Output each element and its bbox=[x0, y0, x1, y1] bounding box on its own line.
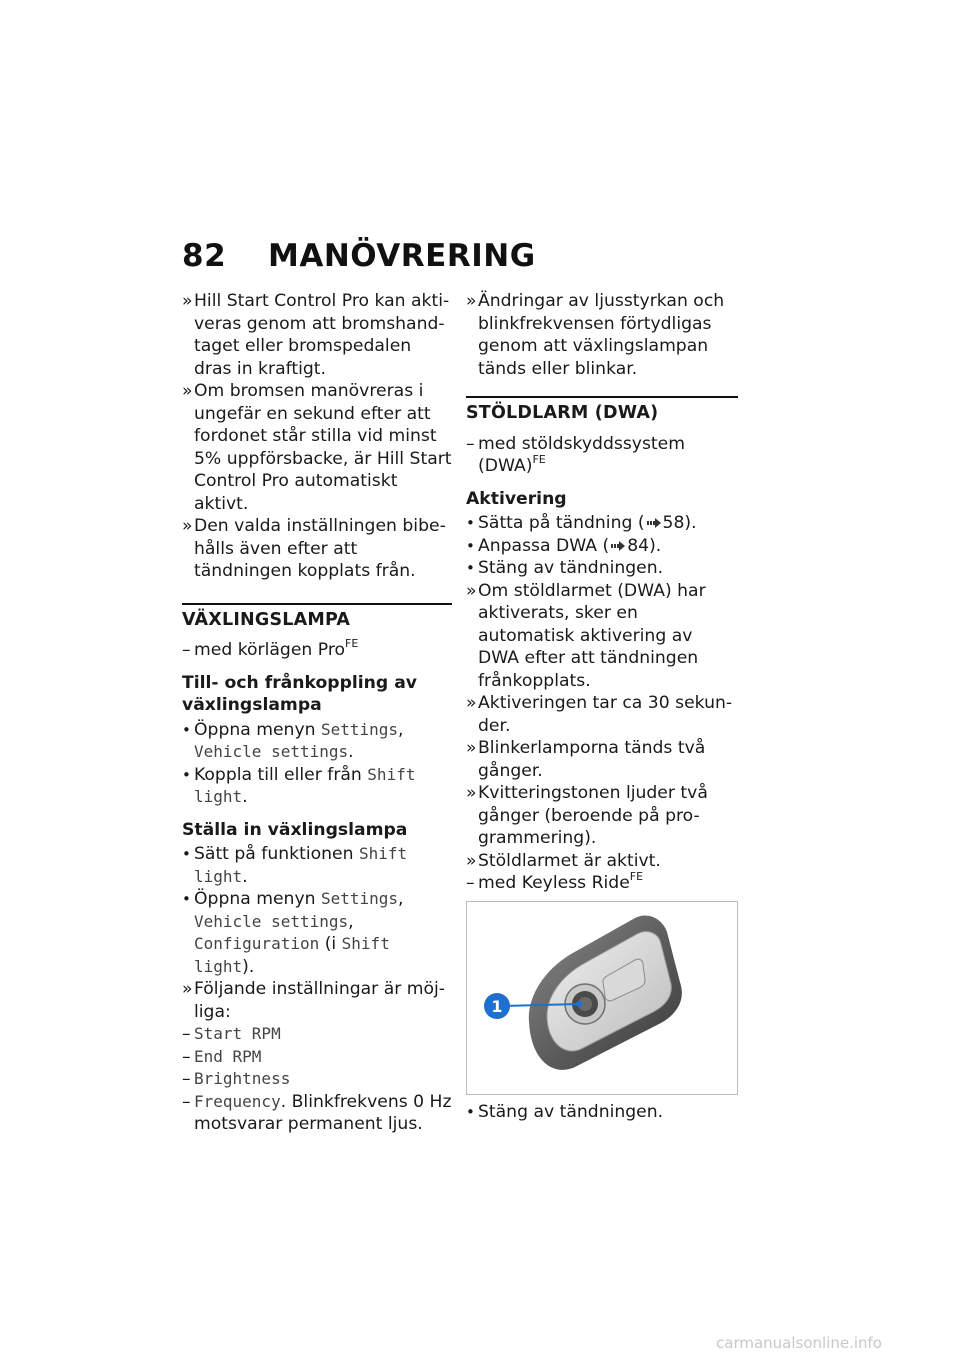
dot-bullet-icon: • bbox=[182, 765, 191, 784]
list-item: • Sätt på funktionen Shift light. bbox=[182, 844, 408, 887]
option-item: – Frequency. Blinkfrekvens 0 Hz motsvarar permanent ljus. bbox=[182, 1091, 452, 1134]
page-number: 82 bbox=[182, 238, 227, 274]
list-item: » Om bromsen manövreras i ungefär en sekund efter att fordonet står stilla vid minst 5% uppförsbacke, är Hill Start Control Pro automatiskt aktivt. bbox=[182, 381, 452, 514]
option-item: – Brightness bbox=[182, 1069, 291, 1089]
dash-bullet-icon: – bbox=[182, 1024, 191, 1044]
section-divider bbox=[466, 396, 738, 398]
list-item: » Blinkerlamporna tänds två gånger. bbox=[466, 738, 706, 781]
chevron-bullet-icon: » bbox=[466, 693, 477, 713]
list-item: » Om stöldlarmet (DWA) har aktiverats, sker en automatisk aktivering av DWA efter att tändningen frånkopplats. bbox=[466, 580, 706, 691]
arrow-right-icon bbox=[611, 540, 625, 552]
dot-bullet-icon: • bbox=[182, 845, 191, 863]
dash-bullet-icon: – bbox=[182, 1069, 191, 1089]
list-item: » Aktiveringen tar ca 30 sekun-der. bbox=[466, 693, 733, 736]
list-item: • Sätta på tändning ( 58). bbox=[466, 513, 697, 533]
dot-bullet-icon: • bbox=[466, 536, 475, 555]
dot-bullet-icon: • bbox=[466, 559, 475, 577]
list-item: » Kvitteringstonen ljuder två gånger (beroende på pro-grammering). bbox=[466, 783, 708, 848]
dot-bullet-icon: • bbox=[182, 720, 191, 739]
list-item: • Stäng av tändningen. bbox=[466, 558, 664, 578]
section-divider bbox=[182, 603, 452, 605]
key-fob-illustration bbox=[467, 902, 737, 1094]
subheading: Aktivering bbox=[466, 488, 567, 509]
equipment-note: – med körlägen Pro$^{FE}$ bbox=[182, 637, 359, 660]
section-title-stoldlarm: STÖLDLARM (DWA) bbox=[466, 403, 659, 423]
chevron-bullet-icon: » bbox=[466, 783, 477, 803]
dot-bullet-icon: • bbox=[466, 514, 475, 532]
dot-bullet-icon: • bbox=[182, 890, 191, 908]
chevron-bullet-icon: » bbox=[466, 850, 477, 871]
list-item: » Den valda inställningen bibe-hålls även efter att tändningen kopplats från. bbox=[182, 516, 446, 581]
equipment-note: – med Keyless Ride$^{FE}$ bbox=[466, 870, 644, 893]
figure-callout-1: 1 bbox=[491, 996, 503, 1016]
page-heading bbox=[182, 238, 536, 274]
dash-bullet-icon: – bbox=[466, 873, 475, 893]
page-title: MANÖVRERING bbox=[268, 238, 536, 274]
list-item: • Öppna menyn Settings, Vehicle settings, Configuration (i Shift light). bbox=[182, 889, 404, 977]
dash-bullet-icon: – bbox=[466, 433, 475, 454]
watermark: carmanualsonline.info bbox=[716, 1334, 882, 1352]
dash-bullet-icon: – bbox=[182, 640, 191, 660]
chevron-bullet-icon: » bbox=[466, 580, 477, 601]
chevron-bullet-icon: » bbox=[182, 381, 193, 401]
arrow-right-icon bbox=[647, 517, 661, 529]
list-item: » Ändringar av ljusstyrkan och blinkfrekvensen förtydligas genom att växlingslampan tänds eller blinkar. bbox=[466, 291, 725, 379]
key-fob-figure bbox=[466, 901, 738, 1095]
chevron-bullet-icon: » bbox=[182, 516, 193, 536]
right-column bbox=[466, 290, 738, 1123]
option-item: – End RPM bbox=[182, 1046, 262, 1067]
subheading: Ställa in växlingslampa bbox=[182, 819, 408, 840]
list-item: • Öppna menyn Settings, Vehicle settings. bbox=[182, 719, 404, 762]
option-item: – Start RPM bbox=[182, 1024, 281, 1044]
dash-bullet-icon: – bbox=[182, 1091, 191, 1112]
chevron-bullet-icon: » bbox=[182, 291, 193, 311]
left-column bbox=[182, 290, 452, 1136]
list-item: » Följande inställningar är möj-liga: bbox=[182, 979, 445, 1022]
list-item: » Hill Start Control Pro kan akti-veras genom att bromshand-taget eller bromspedalen dras in kraftigt. bbox=[182, 291, 450, 379]
list-item: • Anpassa DWA ( 84). bbox=[466, 535, 662, 556]
chevron-bullet-icon: » bbox=[466, 291, 477, 311]
chevron-bullet-icon: » bbox=[466, 738, 477, 758]
subheading: Till- och frånkoppling av växlingslampa bbox=[182, 672, 418, 715]
list-item: • Koppla till eller från Shift light. bbox=[182, 764, 416, 807]
section-title-vaxlingslampa: VÄXLINGSLAMPA bbox=[182, 609, 351, 630]
chevron-bullet-icon: » bbox=[182, 979, 193, 999]
dot-bullet-icon: • bbox=[466, 1102, 475, 1121]
list-item: » Stöldlarmet är aktivt. bbox=[466, 850, 661, 871]
equipment-note: – med stöldskyddssystem (DWA)$^{FE}$ bbox=[466, 433, 685, 476]
dash-bullet-icon: – bbox=[182, 1046, 191, 1067]
list-item: • Stäng av tändningen. bbox=[466, 1101, 664, 1122]
